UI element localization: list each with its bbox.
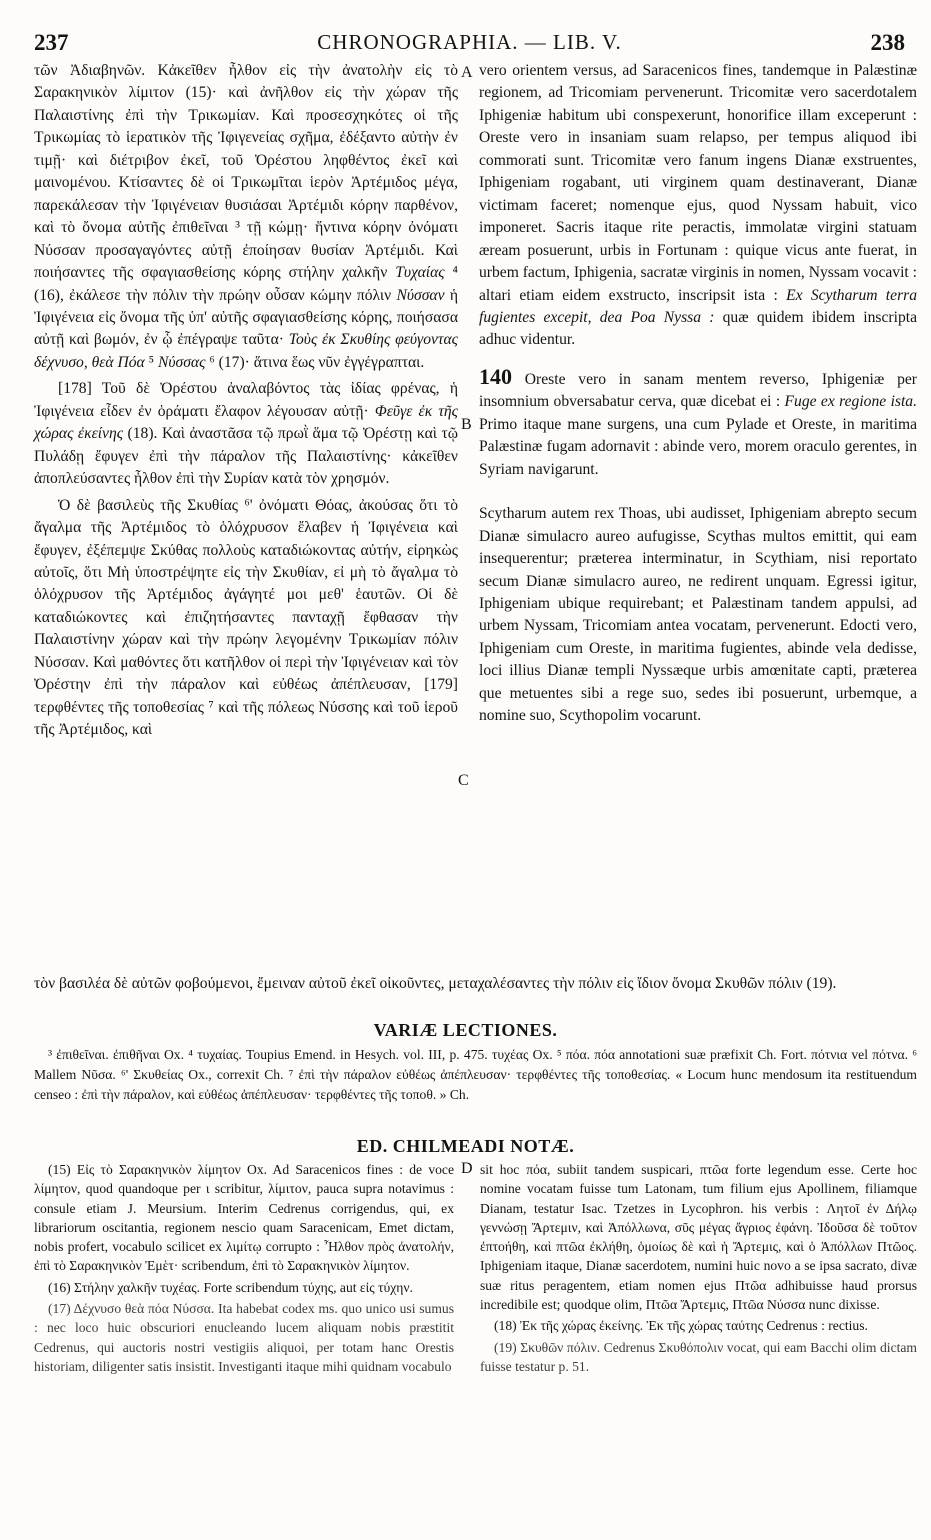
latin-text: Primo itaque mane surgens, una cum Pylade et Oreste, in maritima Palæstinæ fugam adornavit : abinde vero, morem oraculo gerentes, in Syriam navigarunt. — [479, 415, 917, 478]
latin-paragraph-2 — [479, 363, 917, 481]
margin-marker-c: C — [458, 772, 469, 789]
greek-paragraph-3: Ὁ δὲ βασιλεὺς τῆς Σκυθίας ⁶' ὀνόματι Θόας, ἀκούσας ὅτι τὸ ἄγαλμα τῆς Ἀρτέμιδος τὸ ὁλόχρυσον ἔλαβεν ἡ Ἰφιγένεια καὶ ἔφυγεν, ἐξέπεμψε Σκύθας πολλοὺς καταδιώκοντας αὐτήν, εἰρηκὼς αὐτοῖς, ὅτι Μὴ ὑποστρέψητε εἰς τὴν Σκυθίαν, εἰ μὴ τὸ ἄγαλμα τὸ ὁλόχρυσον τῆς Ἀρτέμιδος ἀγάγητέ μοι μεθ' ἑαυτῶν. Οἱ δὲ καταδιώκοντες καὶ ἐπιζητήσαντες πανταχῇ ἔφθασαν τὴν Παλαιστίνην χώραν καὶ τὴν πρώην λεγομένην Τρικωμίαν πόλιν Νύσσαν. Καὶ μαθόντες ὅτι κατῆλθον οἱ περὶ τὴν Ἰφιγένειαν καὶ τὸν Ὀρέστην ἐπὶ τὴν πάραλον καὶ εὐθέως ἀπέπλευσαν, [179] τερφθέντες τῆς τοποθεσίας ⁷ καὶ τῆς πόλεως Νύσσης καὶ τοῦ ἱεροῦ τῆς Ἀρτέμιδος, καὶ — [34, 496, 458, 739]
latin-text: Oreste vero in sanam mentem reverso, Iphigeniæ per insomnium obversabatur cerva, quæ dicebat ei : — [479, 370, 917, 411]
note-19: (19) Σκυθῶν πόλιν. Cedrenus Σκυθόπολιν vocat, qui eam Bacchi olim dictam fuisse testatur p. 51. — [480, 1339, 917, 1374]
greek-text: ἡ Ἰφιγένεια εἰς ὄνομα τῆς ὑπ' αὐτῆς σφαγιασθείσης κόρης, ποιήσασα αὐτῇ καὶ βωμόν, ἐν ᾧ ἐπέγραψε ταῦτα· — [34, 286, 458, 349]
notes-right-column — [480, 1160, 917, 1378]
variae-lectiones-text: ³ ἐπιθεῖναι. ἐπιθῆναι Ox. ⁴ τυχαίας. Toupius Emend. in Hesych. vol. III, p. 475. τυχέας Ox. ⁵ πόα. πόα annotationi suæ præfixit Ch. Fort. πότνια vel πότνα. ⁶ Mallem Νῦσα. ⁶' Σκυθείας Ox., correxit Ch. ⁷ ἐπὶ τὴν πάραλον εὐθέως ἀπέπλευσαν· τερφθέντες τῆς τοποθεσίας. « Locum hunc mendosum ita restituendum censeo : ἐπὶ τὴν πάραλον, καὶ εὐθέως ἀπέπλευσαν· τερφθέντες τῆς τοποθ. » Ch. — [34, 1047, 917, 1102]
notes-left-column — [34, 1160, 454, 1378]
note-15: (15) Εἰς τὸ Σαρακηνικὸν λίμητον Ox. Ad Saracenicos fines : de voce λίμητον, quod quandoque per ι scribitur, λίμιτον, pauca supra notavimus : consule etiam J. Meursium. Interim Cedrenus corrigendus, qui, ex librariorum oscitantia, regionem nescio quam Saracenicam, Emet dictam, nobis profert, vocabulo scilicet ex λιμίτῳ corrupto : Ἦλθον πρὸς ἀνατολήν, ἐπὶ τὸ Σαρακηνικὸν Ἐμὲτ· scribendum, ἐπὶ τὸ Σαρακηνικὸν λίμητον. — [34, 1162, 454, 1274]
latin-oracle: Fuge ex regione ista. — [784, 393, 917, 411]
greek-paragraph-2 — [34, 378, 458, 490]
section-number: 140 — [479, 363, 512, 389]
margin-marker-a: A — [461, 64, 473, 81]
greek-italic: Τυχαίας — [395, 264, 445, 282]
greek-text: τῶν Ἀδιαβηνῶν. Κἀκεῖθεν ἦλθον εἰς τὴν ἀνατολὴν εἰς τὸ Σαρακηνικὸν λίμιτον (15)· καὶ ἀνῆλθον εἰς τὴν χώραν τῆς Παλαιστίνης ἐπὶ τὴν Τρικωμίαν. Καὶ προσεσχηκότες οἱ τῆς Τρικωμίας τὸ ἱερατικὸν τῆς Ἰφιγενείας σχῆμα, ἐδέξαντο αὐτὴν ἐν τιμῇ· καὶ διέτριβον ἐκεῖ, τοῦ Ὀρέστου ληφθέντος ἐκεῖ καὶ μαινομένου. Κτίσαντες δὲ οἱ Τρικωμῖται ἱερὸν Ἀρτέμιδος μέγα, παρεκάλεσαν τὴν Ἰφιγένειαν θυσιάσαι Ἀρτέμιδι κόρην παρθένον, καὶ τὸ ὄνομα αὐτῆς ἐπιθεῖναι ³ τῇ κώμῃ· ἥντινα κόρην ὀνόματι Νύσσαν προσαγαγόντες αὐτῇ ἐποίησαν θυσίαν Ἀρτέμιδι. Καὶ ποιήσαντες τῆς σφαγιασθείσης κόρης στήλην χαλκῆν — [34, 62, 458, 282]
margin-marker-d: D — [461, 1160, 473, 1177]
greek-spill-line: τὸν βασιλέα δὲ αὐτῶν φοβούμενοι, ἔμειναν αὐτοῦ ἐκεῖ οἰκοῦντες, μεταχαλέσαντες τὴν πόλιν εἰς ἴδιον ὄνομα Σκυθῶν πόλιν (19). — [34, 975, 837, 992]
greek-paragraph-1 — [34, 60, 458, 374]
greek-text: [178] Τοῦ δὲ Ὀρέστου ἀναλαβόντος τὰς ἰδίας φρένας, ἡ Ἰφιγένεια εἶδεν ἐν ὁράματι ἔλαφον λέγουσαν αὐτῇ· — [34, 380, 458, 420]
greek-text-column — [34, 60, 458, 746]
latin-text: quæ quidem ibidem inscripta adhuc videntur. — [479, 308, 917, 349]
margin-marker-b: B — [461, 416, 472, 433]
latin-paragraph-3: Scytharum autem rex Thoas, ubi audisset, Iphigeniam abrepto secum Dianæ simulacro aureo aufugisse, Scythas multos emittit, qui eam insequerentur; præterea interminatur, in Scythiam, nisi reportato secum Dianæ simulacro aureo, ne redirent unquam. Egressi igitur, Iphigeniam ubique requirebant; et Palæstinam tandem appulsi, ad urbem Nyssam, Tricomiam antea vocatam, pervenerunt. Edocti vero, Iphigeniam cum Oreste, in maritima fugientes, abinde vela dedisse, loci illius Dianæ templi Nyssæque urbis amœnitate capti, præterea que metuentes sibi a rege suo, sedes ibi posuerunt, urbemque, a nomine suo, Scythopolim vocarunt. — [479, 505, 917, 725]
variae-lectiones-heading: VARIÆ LECTIONES. — [373, 1020, 558, 1040]
latin-paragraph-1 — [479, 60, 917, 352]
note-16: (16) Στήλην χαλκῆν τυχέας. Forte scribendum τύχης, aut εἰς τύχην. — [48, 1279, 413, 1295]
running-title: CHRONOGRAPHIA. — LIB. V. — [317, 30, 622, 54]
greek-text: ⁴ (16), ἐκάλεσε τὴν πόλιν τὴν πρώην οὖσαν κώμην πόλιν — [34, 264, 458, 304]
note-18: (18) Ἐκ τῆς χώρας ἐκείνης. Ἐκ τῆς χώρας ταύτης Cedrenus : rectius. — [494, 1318, 868, 1334]
running-head — [34, 30, 905, 56]
greek-oracle: Φεῦγε ἐκ τῆς χώρας ἐκείνης — [34, 402, 458, 443]
note-17-continued: sit hoc πόα, subiit tandem suspicari, πτῶα forte legendum esse. Certe hoc nomine vocatam fuisse tum Latonam, tum filium ejus Apollinem, filiamque Dianam, testatur Isac. Tzetzes in Lycophron. his verbis : Λητοῖ ἐν Δήλῳ γεννώσῃ Ἄρτεμιν, καὶ Ἀπόλλωνα, σῦς μέγας ἄγριος ἐφάνη. Ἰδοῦσα δὲ τοῦτον ἐπτοήθη, καὶ πτῶα ἐκλήθη, ὁμοίως δὲ καὶ ἡ Ἄρτεμις, καὶ ὁ Ἀπόλλων Πτῶος. Iphigeniam itaque, Dianæ sacerdotem, numini huic novo a se ipsa sacrato, divæ suæ ritus peragentem, etiam nomen ejus Πτῶα adhibuisse haud prorsus incredibile est; quodque olim, Πτῶα Ἄρτεμις, Πτῶα Νύσσα nunc dixisse. — [480, 1162, 917, 1313]
notae-heading: ED. CHILMEADI NOTÆ. — [356, 1136, 575, 1156]
greek-inscription: Τοὺς ἐκ Σκυθίης φεύγοντας δέχνυσο, θεὰ Πόα — [34, 331, 458, 371]
latin-text-column — [479, 60, 917, 732]
greek-italic: Νύσσαν — [396, 286, 445, 304]
note-17: (17) Δέχνυσο θεὰ πόα Νύσσα. Ita habebat codex ms. quo unico usi sumus : nec loco huic obscuriori enucleando lucem aliquam nobis præstitit Cedrenus, qui auctoris nostri vestigiis aliquoi, per totam hanc Orestis historiam, diligenter satis insistit. Investiganti itaque mihi quidnam vocabulo — [34, 1301, 454, 1374]
latin-text: vero orientem versus, ad Saracenicos fines, tandemque in Palæstinæ regionem, ad Tricomiam pervenerunt. Tricomitæ vero sacerdotalem Iphigeniæ habitum ubi conspexerunt, honorifice illam exceperunt : Oreste vero in insaniam suam relapso, per tempus aliquod ibi commorati sunt. Tricomitæ vero fanum ingens Dianæ exstruentes, Iphigeniam rogabant, uti virginem quam destinaverant, Dianæ victimam faceret; nomenque ejus, quod Nyssam habuit, vico imponeret. Sacris itaque rite peractis, immolatæ virgini statuam æream posuerunt, urbis in Fortunam : quique vicus ante fuerat, in urbem factum, Iphigenia, sacratæ virginis in nomen, Nyssam vocavit : altari etiam eidem exstructo, inscripsit ista : — [479, 62, 917, 304]
latin-inscription: Ex Scytharum terra fugientes excepit, dea Poa Nyssa : — [479, 286, 917, 326]
greek-text: ⁵ — [144, 353, 158, 371]
page-number-right: 238 — [870, 30, 905, 55]
greek-text: (18). Καὶ ἀναστᾶσα τῷ πρωῒ ἅμα τῷ Ὀρέστῃ καὶ τῷ Πυλάδῃ ἔφυγεν ἐπὶ τὴν πάραλον τῆς Παλαιστίνης· κἀκεῖθεν ἀποπλεύσαντες ἦλθον ἐπὶ τὴν Συρίαν κατὰ τὸν χρησμόν. — [34, 425, 458, 488]
page-number-left: 237 — [34, 30, 69, 55]
greek-italic: Νύσσας — [157, 353, 206, 371]
greek-text: ⁶ (17)· ἅτινα ἕως νῦν ἐγγέγραπται. — [205, 353, 425, 371]
